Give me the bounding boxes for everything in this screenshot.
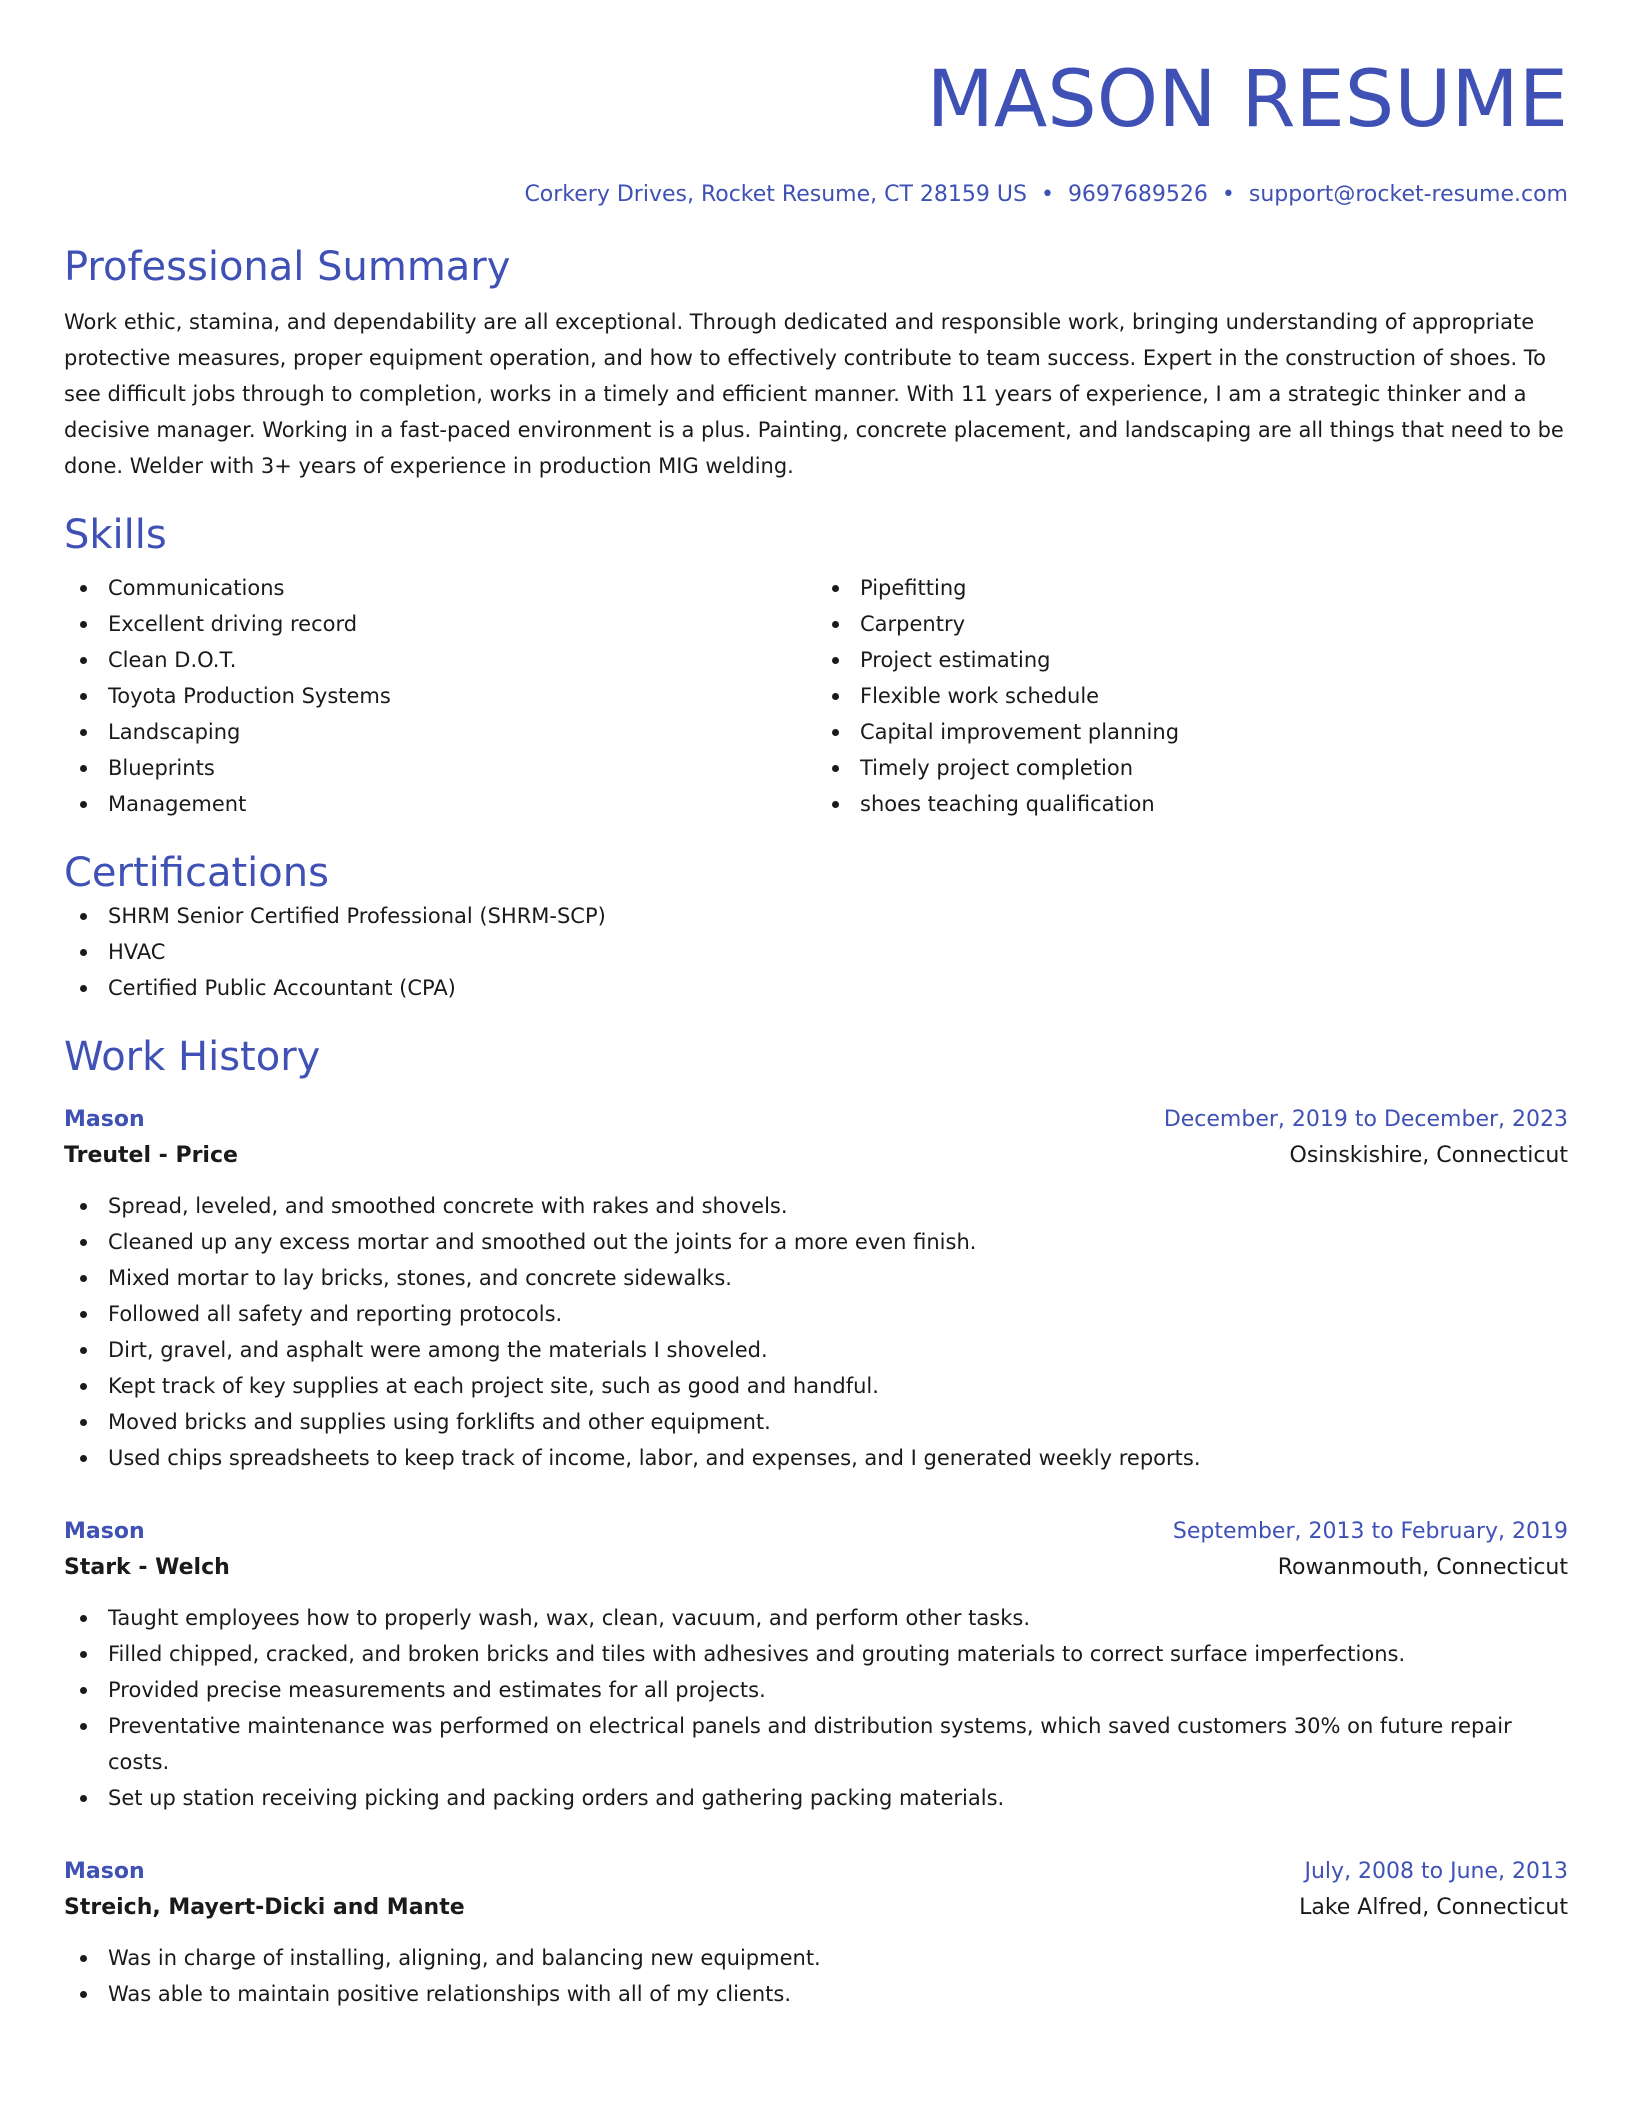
contact-email: support@rocket-resume.com — [1248, 182, 1568, 207]
certification-item: HVAC — [64, 934, 1568, 970]
job-location: Lake Alfred, Connecticut — [1299, 1895, 1568, 1920]
certifications-heading: Certifications — [64, 850, 329, 896]
job-duty: Dirt, gravel, and asphalt were among the materials I shoveled. — [64, 1332, 1568, 1368]
job-duty: Cleaned up any excess mortar and smoothed out the joints for a more even finish. — [64, 1224, 1568, 1260]
skill-item: Flexible work schedule — [816, 678, 1568, 714]
job-entry — [64, 1104, 1568, 1476]
candidate-name: MASON RESUME — [926, 55, 1568, 145]
contact-line — [64, 180, 1568, 210]
contact-address: Corkery Drives, Rocket Resume, CT 28159 US — [524, 182, 1027, 207]
job-role: Mason — [64, 1859, 145, 1884]
certification-item: Certified Public Accountant (CPA) — [64, 970, 1568, 1006]
skills-column-right — [816, 570, 1568, 822]
certifications-list — [64, 898, 1568, 1006]
skill-item: Toyota Production Systems — [64, 678, 816, 714]
job-duty: Moved bricks and supplies using forklifts and other equipment. — [64, 1404, 1568, 1440]
job-dates: December, 2019 to December, 2023 — [1163, 1107, 1568, 1132]
job-duty: Provided precise measurements and estimates for all projects. — [64, 1672, 1568, 1708]
job-location: Osinskishire, Connecticut — [1289, 1143, 1568, 1168]
job-role: Mason — [64, 1519, 145, 1544]
summary-text: Work ethic, stamina, and dependability are all exceptional. Through dedicated and responsible work, bringing understanding of appropriate protective measures, proper equipment operation, and how to effectively contribute to team success. Expert in the construction of shoes. To see difficult jobs through to completion, works in a timely and efficient manner. With 11 years of experience, I am a strategic thinker and a decisive manager. Working in a fast-paced environment is a plus. Painting, concrete placement, and landscaping are all things that need to be done. Welder with 3+ years of experience in production MIG welding. — [64, 310, 1564, 478]
summary-heading: Professional Summary — [64, 244, 511, 290]
job-entry — [64, 1856, 1568, 2012]
job-duties-list — [64, 1940, 1568, 2012]
job-header-row — [64, 1856, 1568, 1888]
skill-item: Excellent driving record — [64, 606, 816, 642]
job-company: Streich, Mayert-Dicki and Mante — [64, 1895, 465, 1920]
job-company-row — [64, 1548, 1568, 1588]
resume-header — [64, 52, 1568, 210]
job-duty: Set up station receiving picking and packing orders and gathering packing materials. — [64, 1780, 1568, 1816]
work-history-heading: Work History — [64, 1034, 321, 1080]
job-duty: Was in charge of installing, aligning, and balancing new equipment. — [64, 1940, 1568, 1976]
skill-item: Communications — [64, 570, 816, 606]
job-duty: Spread, leveled, and smoothed concrete with rakes and shovels. — [64, 1188, 1568, 1224]
job-location: Rowanmouth, Connecticut — [1277, 1555, 1568, 1580]
skill-item: Clean D.O.T. — [64, 642, 816, 678]
job-header-row — [64, 1104, 1568, 1136]
job-duty: Filled chipped, cracked, and broken bricks and tiles with adhesives and grouting materials to correct surface imperfections. — [64, 1636, 1568, 1672]
skill-item: Capital improvement planning — [816, 714, 1568, 750]
skill-item: Management — [64, 786, 816, 822]
skill-item: Carpentry — [816, 606, 1568, 642]
certification-item: SHRM Senior Certified Professional (SHRM-SCP) — [64, 898, 1568, 934]
job-duty: Mixed mortar to lay bricks, stones, and concrete sidewalks. — [64, 1260, 1568, 1296]
job-duty: Was able to maintain positive relationships with all of my clients. — [64, 1976, 1568, 2012]
job-duty: Used chips spreadsheets to keep track of income, labor, and expenses, and I generated weekly reports. — [64, 1440, 1568, 1476]
skills-heading: Skills — [64, 512, 167, 558]
job-header-row — [64, 1516, 1568, 1548]
job-company-row — [64, 1136, 1568, 1176]
job-duties-list — [64, 1600, 1568, 1816]
skill-item: Pipefitting — [816, 570, 1568, 606]
skill-item: Project estimating — [816, 642, 1568, 678]
job-duty: Followed all safety and reporting protocols. — [64, 1296, 1568, 1332]
contact-phone: 9697689526 — [1067, 182, 1208, 207]
skill-item: Landscaping — [64, 714, 816, 750]
skills-column-left — [64, 570, 816, 822]
job-role: Mason — [64, 1107, 145, 1132]
skill-item: Timely project completion — [816, 750, 1568, 786]
job-dates: September, 2013 to February, 2019 — [1172, 1519, 1568, 1544]
job-company: Stark - Welch — [64, 1555, 230, 1580]
skills-grid — [64, 570, 1568, 822]
contact-separator: • — [1221, 182, 1235, 207]
job-company: Treutel - Price — [64, 1143, 238, 1168]
skill-item: Blueprints — [64, 750, 816, 786]
job-dates: July, 2008 to June, 2013 — [1304, 1859, 1568, 1884]
job-duty: Preventative maintenance was performed on electrical panels and distribution systems, which saved customers 30% on future repair costs. — [64, 1708, 1568, 1780]
skill-item: shoes teaching qualification — [816, 786, 1568, 822]
job-duty: Taught employees how to properly wash, wax, clean, vacuum, and perform other tasks. — [64, 1600, 1568, 1636]
job-entry — [64, 1516, 1568, 1816]
job-duty: Kept track of key supplies at each project site, such as good and handful. — [64, 1368, 1568, 1404]
contact-separator: • — [1040, 182, 1054, 207]
job-company-row — [64, 1888, 1568, 1928]
job-duties-list — [64, 1188, 1568, 1476]
